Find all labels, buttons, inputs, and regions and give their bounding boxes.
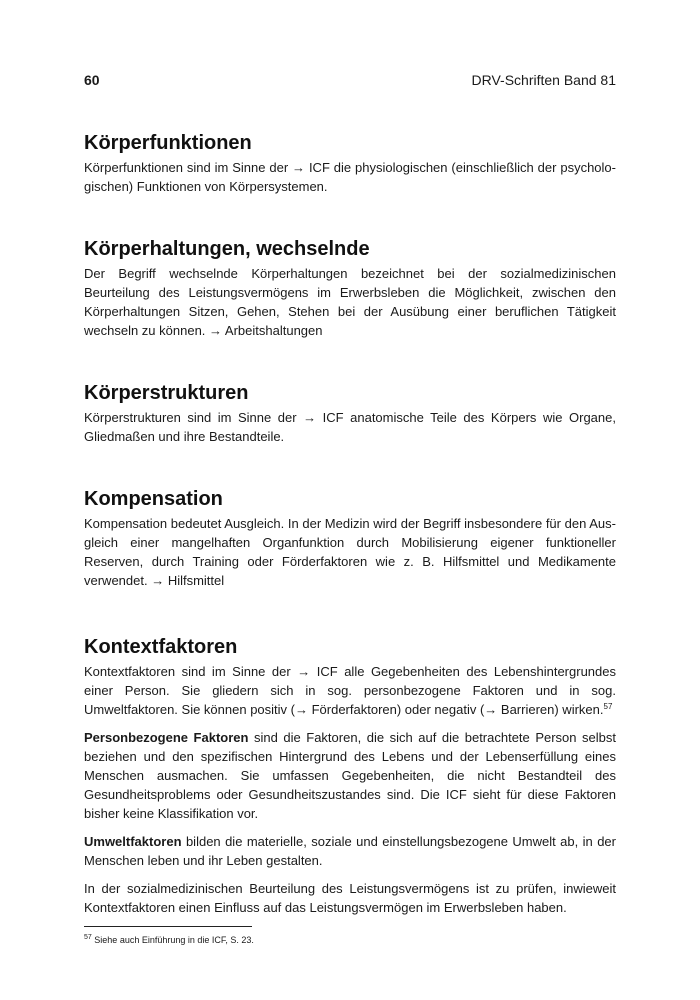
environment-factors-text: bilden die materielle, soziale und einstellungsbezogene Umwelt ab, in der Menschen leben und ihr Leben gestalten. <box>84 834 616 868</box>
entry-kontextfaktoren <box>84 634 616 917</box>
environment-factors-paragraph <box>84 832 616 870</box>
footnote <box>84 933 254 947</box>
footnote-number: 57 <box>84 934 92 941</box>
glossary-content <box>84 130 616 917</box>
running-title: DRV-Schriften Band 81 <box>471 72 616 88</box>
entry-text: Der Begriff wechselnde Körperhaltungen bezeichnet bei der sozialmedizinischen Beurteilung des Leistungsvermögens im Erwerbsleben die Möglichkeit, zwischen den Körperhaltungen Sitzen, Gehen, Stehen bei der Ausübung einer beruflichen Tätigkeit wechseln zu können. → Arbeitshaltungen <box>84 266 616 338</box>
intro-text: Kontextfaktoren sind im Sinne der → ICF alle Gegebenheiten des Lebenshintergrundes einer Person. Sie gliedern sich in sog. personbezogene Faktoren und in sog. Umweltfaktoren. Sie können positiv (→ Förderfaktoren) oder negativ (→ Barrieren) wirken. <box>84 664 616 717</box>
entry-text: Kompensation bedeutet Ausgleich. In der Medizin wird der Begriff insbesondere für den Ausgleich einer mangelhaften Organfunktion durch Mobilisierung eigener funktioneller Reserven, durch Training oder Förderfaktoren wie z. B. Hilfsmittel und Medikamente verwendet. → Hilfsmittel <box>84 516 616 588</box>
entry-heading: Kompensation <box>84 488 223 510</box>
personal-factors-term: Personbezogene Faktoren <box>84 730 249 745</box>
entry-heading: Körperfunktionen <box>84 132 252 154</box>
footnote-text: Siehe auch Einführung in die ICF, S. 23. <box>91 935 254 945</box>
page-header <box>84 70 616 90</box>
entry-text: Körperstrukturen sind im Sinne der → ICF anatomische Teile des Körpers wie Organe, Gliedmaßen und ihre Bestandteile. <box>84 410 616 444</box>
entry-koerperstrukturen <box>84 380 616 446</box>
closing-paragraph: In der sozialmedizinischen Beurteilung des Leistungsvermögens ist zu prüfen, inwieweit Kontextfaktoren einen Einfluss auf das Leistungsvermögen im Erwerbsleben haben. <box>84 881 616 915</box>
page-number: 60 <box>84 72 100 88</box>
entry-kompensation <box>84 486 616 590</box>
entry-heading: Körperhaltungen, wechselnde <box>84 238 370 260</box>
entry-koerperhaltungen <box>84 236 616 340</box>
personal-factors-text: sind die Faktoren, die sich auf die betrachtete Person selbst beziehen und den spezifischen Hintergrund des Lebens und der Lebenserfüllung eines Menschen ausmachen. Sie umfassen Gegebenheiten, die nicht Bestandteil des Gesundheitsproblems oder Gesundheitszustandes sind. Die ICF sieht für diese Faktoren bisher keine Klassifikation vor. <box>84 730 616 821</box>
environment-factors-term: Umweltfaktoren <box>84 834 182 849</box>
entry-text: Körperfunktionen sind im Sinne der → ICF die physiologischen (einschließlich der psychologischen) Funktionen von Körpersystemen. <box>84 160 616 194</box>
entry-intro <box>84 662 616 719</box>
footnote-reference: 57 <box>603 702 613 711</box>
personal-factors-paragraph <box>84 728 616 823</box>
footnote-divider <box>84 926 252 927</box>
entry-heading: Kontextfaktoren <box>84 636 238 658</box>
entry-heading: Körperstrukturen <box>84 382 249 404</box>
entry-koerperfunktionen <box>84 130 616 196</box>
